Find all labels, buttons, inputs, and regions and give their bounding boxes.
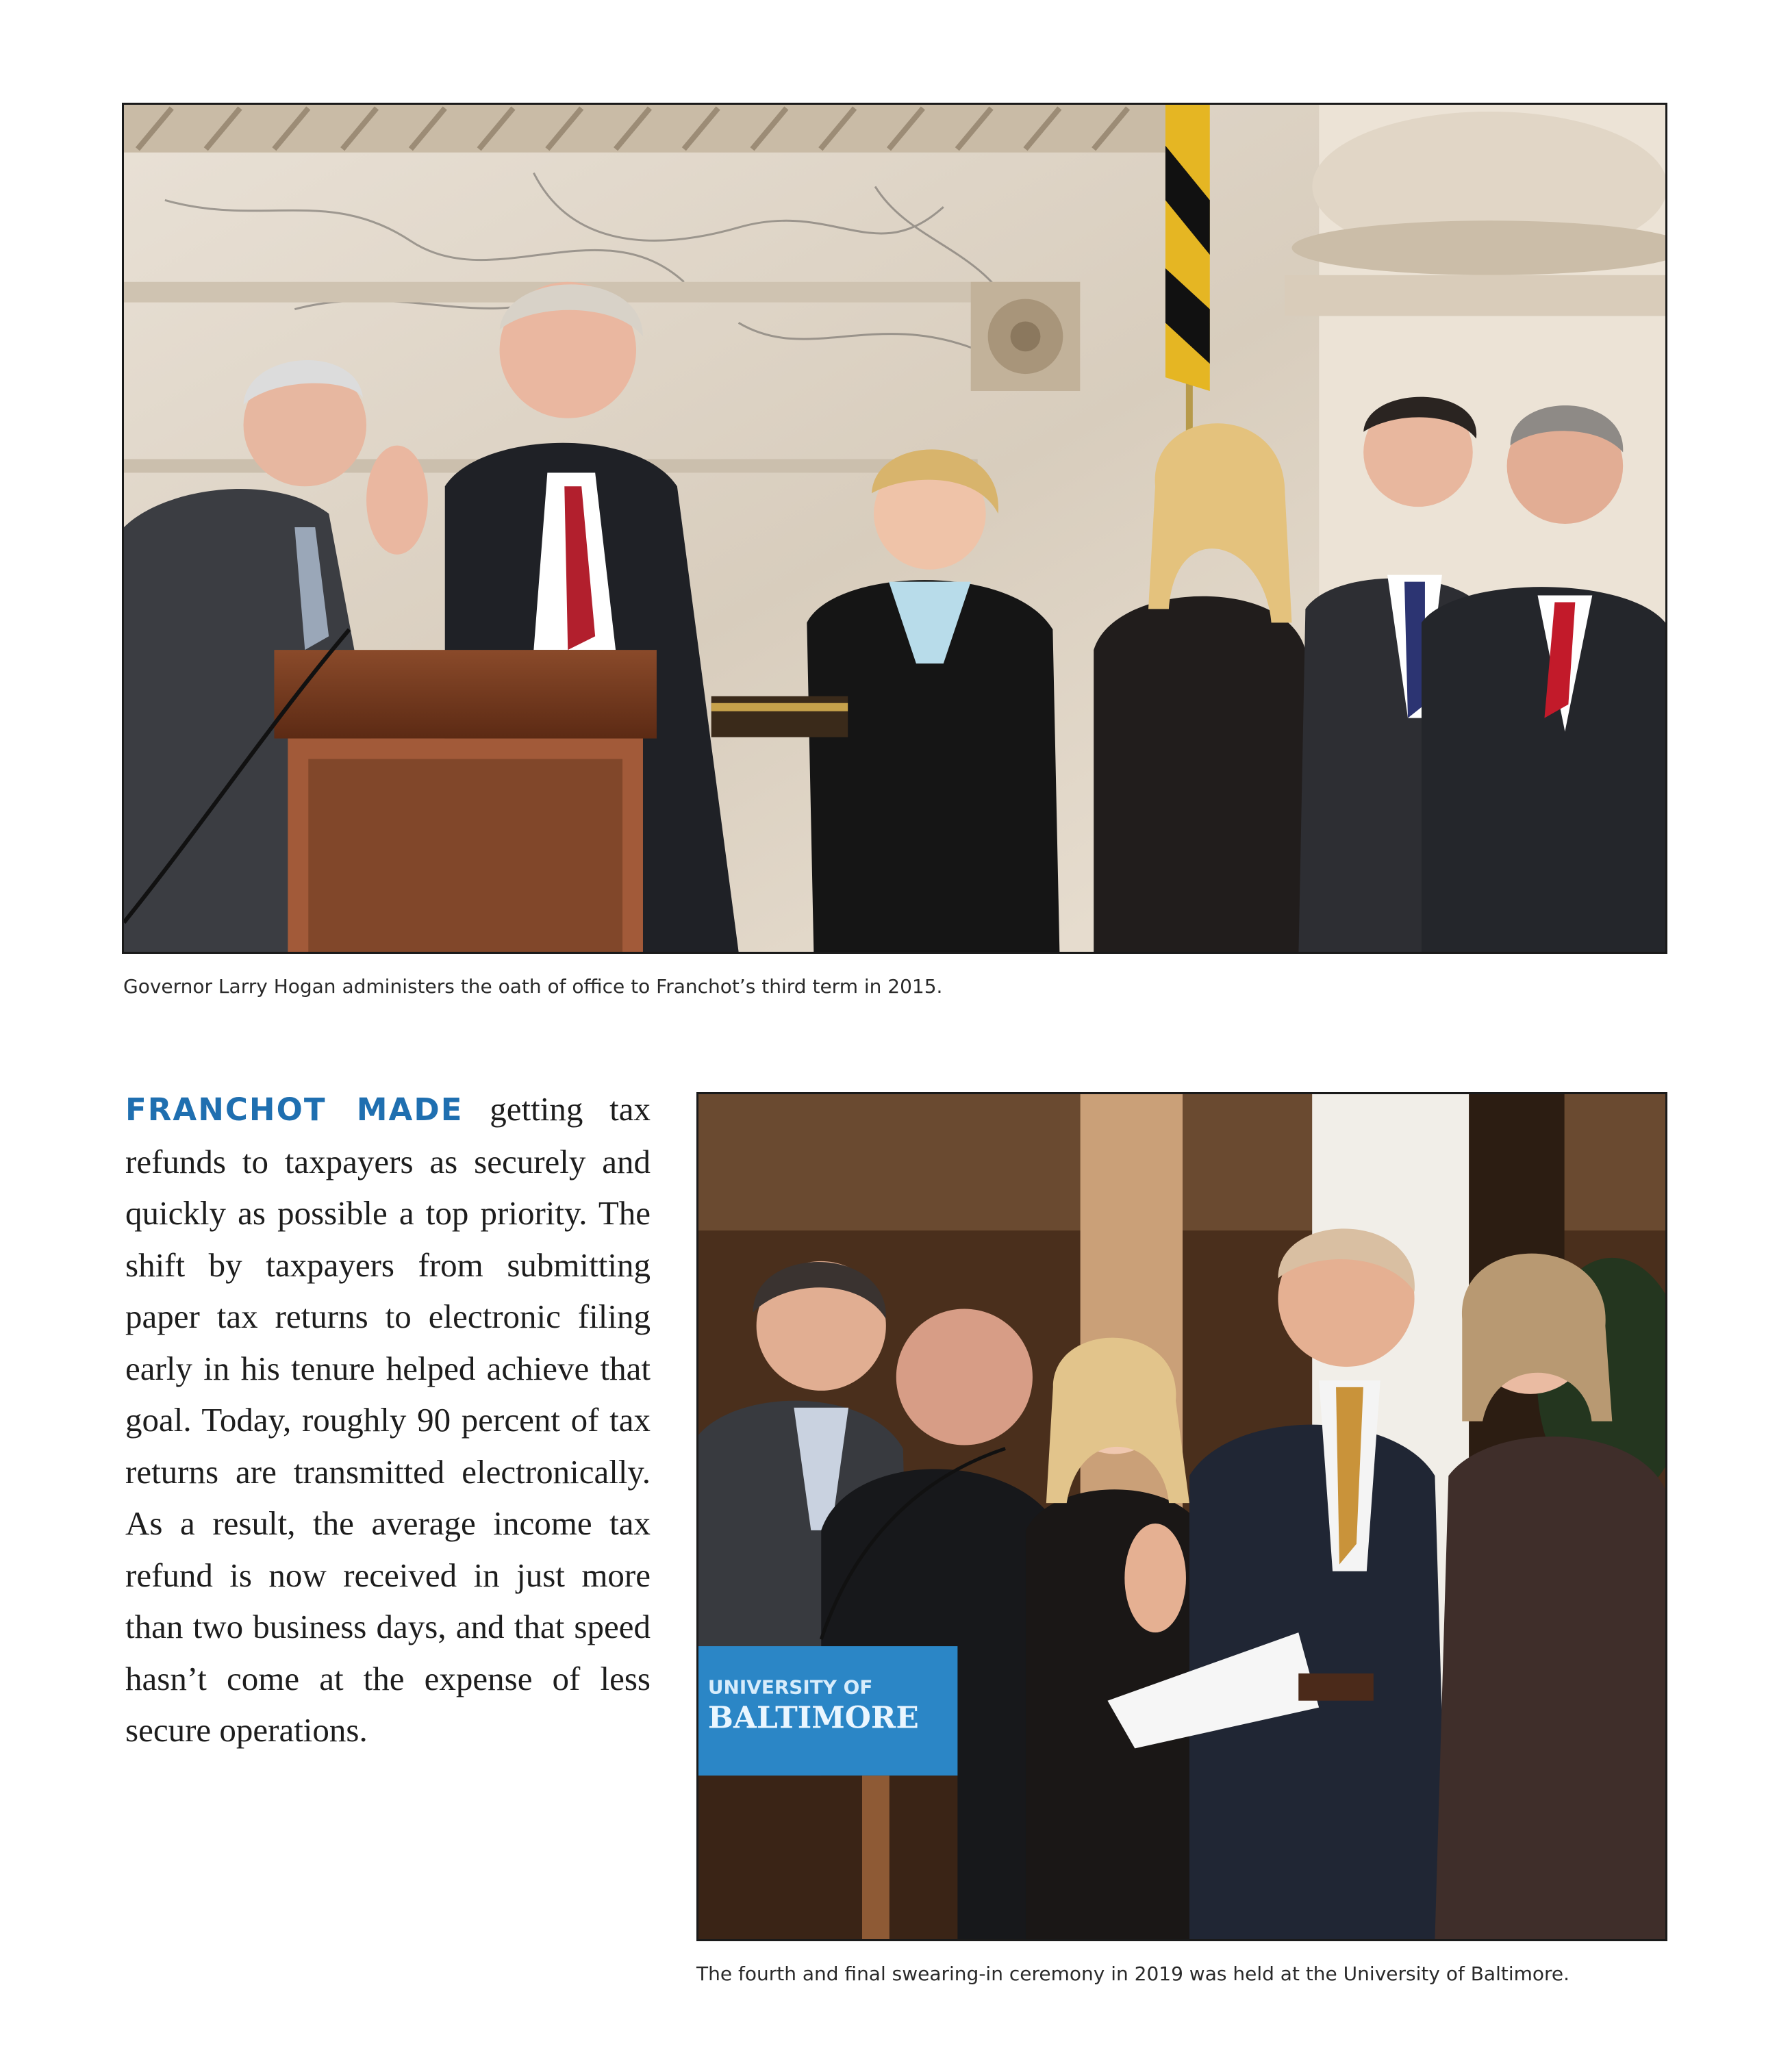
podium-sign-line2: BALTIMORE (707, 1700, 919, 1736)
podium-sign-line1: UNIVERSITY OF (707, 1676, 873, 1699)
top-photo (122, 103, 1667, 954)
lead-in: FRANCHOT MADE (125, 1091, 464, 1128)
top-photo-caption: Governor Larry Hogan administers the oath of office to Franchot’s third term in 2015. (123, 975, 943, 998)
article-paragraph (125, 1083, 651, 1756)
bottom-photo (696, 1092, 1667, 1941)
article-body: getting tax refunds to taxpayers as securely and quickly as possible a top priority. The shift by taxpayers from submitting paper tax returns to electronic filing early in his tenure helped achieve that goal. Today, roughly 90 percent of tax returns are transmitted electronically. As a result, the average income tax refund is now received in just more than two business days, and that speed hasn’t come at the expense of less secure operations. (125, 1090, 651, 1749)
bottom-photo-caption: The fourth and final swearing-in ceremony in 2019 was held at the University of Baltimore. (696, 1962, 1570, 1985)
